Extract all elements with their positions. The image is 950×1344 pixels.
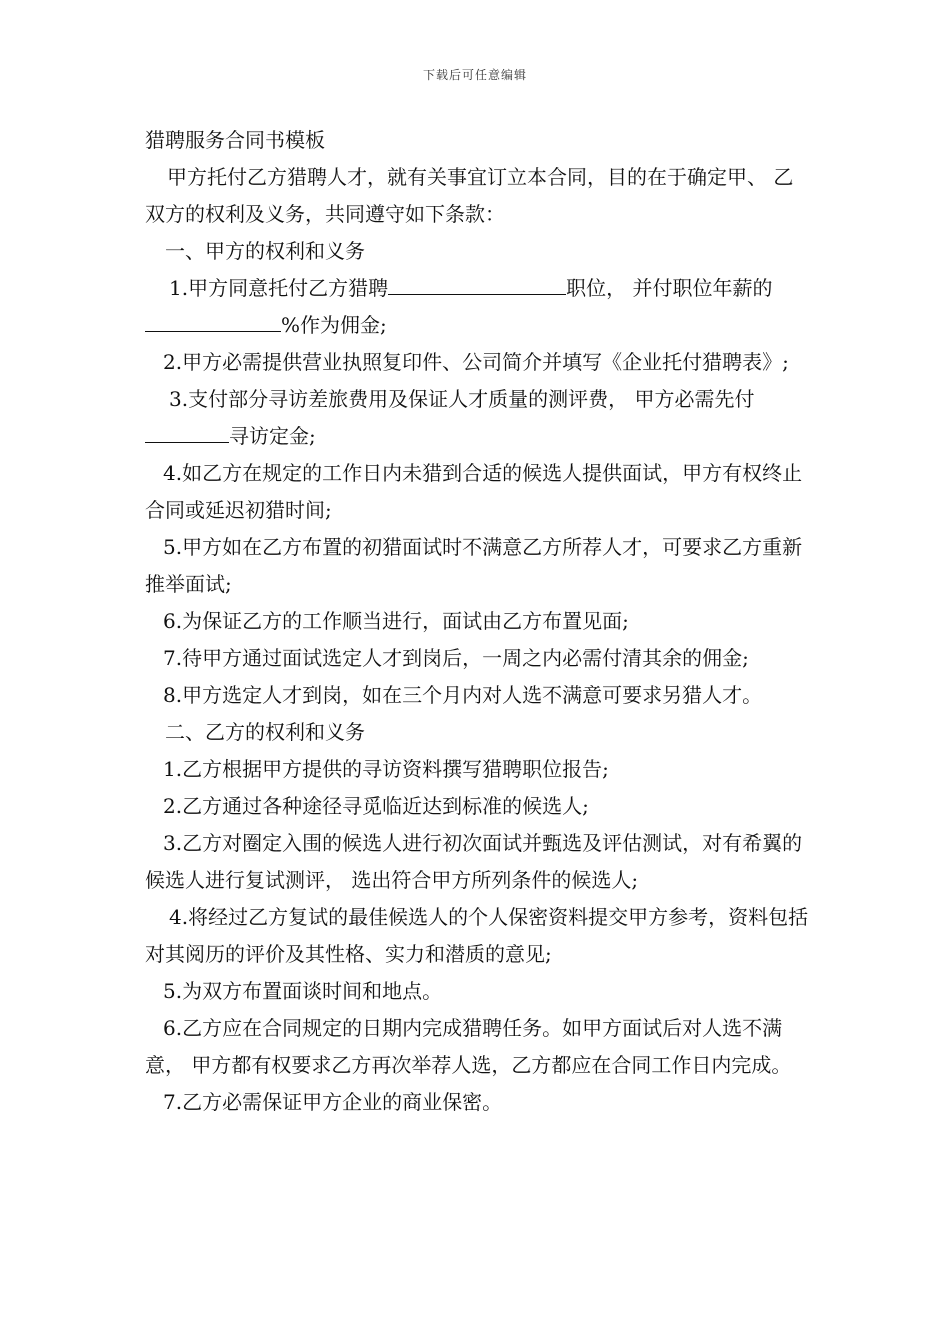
party-b-clause-2: 2.乙方通过各种途径寻觅临近达到标准的候选人; <box>163 794 589 818</box>
party-a-clause-1 <box>145 270 813 344</box>
clause-text: 职位， 并付职位年薪的 <box>566 276 773 300</box>
party-b-clause-5: 5.为双方布置面谈时间和地点。 <box>163 979 443 1003</box>
deposit-blank-line <box>145 420 229 443</box>
section-heading-party-b: 二、乙方的权利和义务 <box>165 720 365 744</box>
party-a-clause-6: 6.为保证乙方的工作顺当进行，面试由乙方布置见面; <box>163 609 629 633</box>
percent-blank-line <box>145 309 281 332</box>
party-b-clause-1: 1.乙方根据甲方提供的寻访资料撰写猎聘职位报告; <box>163 757 609 781</box>
party-b-clause-7: 7.乙方必需保证甲方企业的商业保密。 <box>163 1090 503 1114</box>
party-a-clause-4: 4.如乙方在规定的工作日内未猎到合适的候选人提供面试，甲方有权终止合同或延迟初猎时间; <box>145 461 803 522</box>
party-b-clause-3: 3.乙方对圈定入围的候选人进行初次面试并甄选及评估测试，对有希翼的候选人进行复试测评， 选出符合甲方所列条件的候选人; <box>145 831 803 892</box>
party-a-clause-2: 2.甲方必需提供营业执照复印件、公司简介并填写《企业托付猎聘表》; <box>163 350 789 374</box>
party-b-clause-4: 4.将经过乙方复试的最佳候选人的个人保密资料提交甲方参考，资料包括对其阅历的评价及其性格、实力和潜质的意见; <box>145 905 809 966</box>
party-b-clause-6: 6.乙方应在合同规定的日期内完成猎聘任务。如甲方面试后对人选不满意， 甲方都有权要求乙方再次举荐人选，乙方都应在合同工作日内完成。 <box>145 1016 792 1077</box>
party-a-clause-3 <box>145 381 813 455</box>
clause-text: %作为佣金; <box>281 313 387 337</box>
intro-paragraph: 甲方托付乙方猎聘人才，就有关事宜订立本合同，目的在于确定甲、 乙双方的权利及义务，共同遵守如下条款： <box>145 165 794 226</box>
document-body <box>145 122 813 1121</box>
document-title: 猎聘服务合同书模板 <box>145 128 325 152</box>
clause-text: 寻访定金; <box>229 424 316 448</box>
party-a-clause-8: 8.甲方选定人才到岗，如在三个月内对人选不满意可要求另猎人才。 <box>163 683 763 707</box>
clause-text: 3.支付部分寻访差旅费用及保证人才质量的测评费， 甲方必需先付 <box>169 387 755 411</box>
page-header-note: 下载后可任意编辑 <box>422 68 527 82</box>
party-a-clause-5: 5.甲方如在乙方布置的初猎面试时不满意乙方所荐人才，可要求乙方重新推举面试; <box>145 535 803 596</box>
party-a-clause-7: 7.待甲方通过面试选定人才到岗后，一周之内必需付清其余的佣金; <box>163 646 749 670</box>
clause-text: 1.甲方同意托付乙方猎聘 <box>169 276 389 300</box>
section-heading-party-a: 一、甲方的权利和义务 <box>165 239 365 263</box>
position-blank-line <box>388 272 566 295</box>
